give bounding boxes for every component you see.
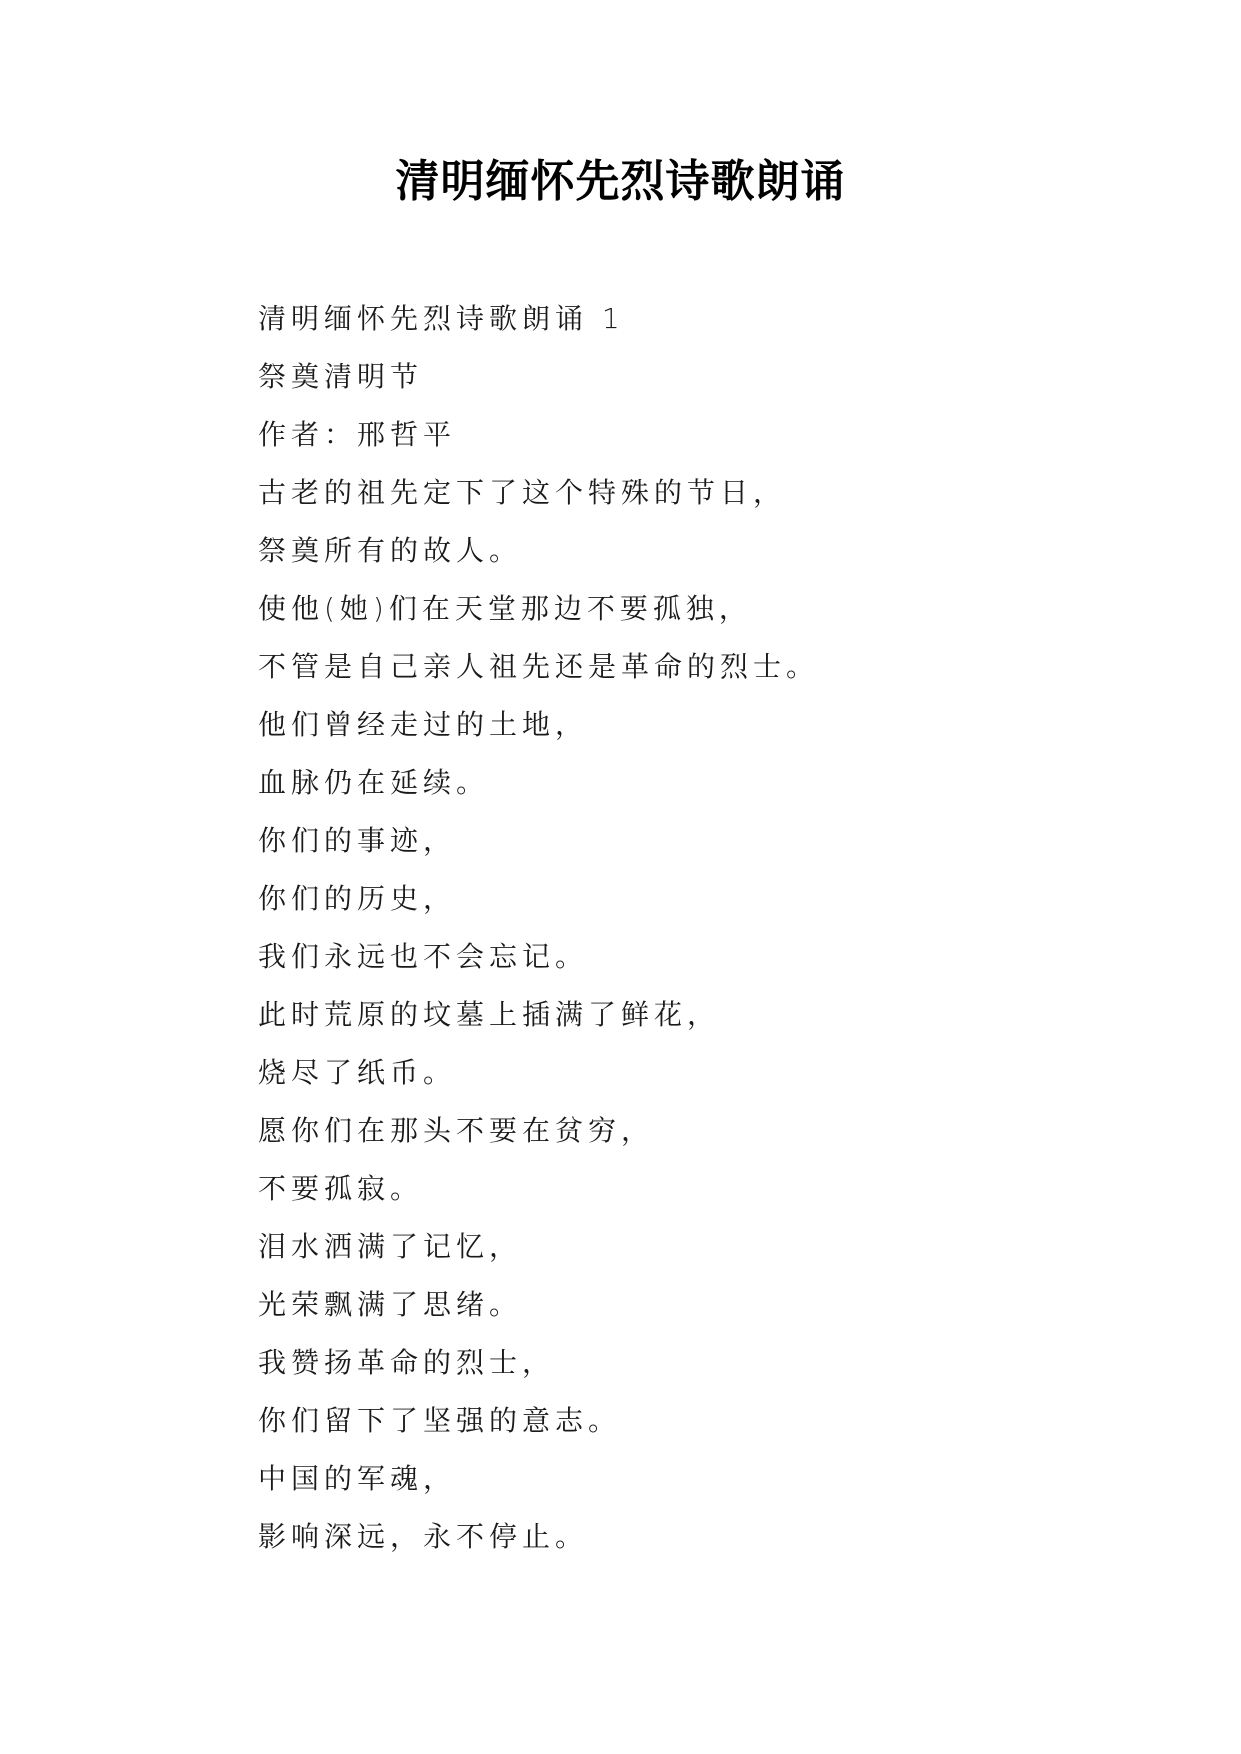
poem-title: 祭奠清明节: [258, 360, 424, 393]
poem-author: 作者：邢哲平: [258, 418, 457, 451]
poem-section-heading: 清明缅怀先烈诗歌朗诵 1: [258, 302, 625, 335]
poem-line: 愿你们在那头不要在贫穷，: [258, 1114, 655, 1147]
poem-line: 不要孤寂。: [258, 1172, 424, 1205]
poem-line: 泪水洒满了记忆，: [258, 1230, 523, 1263]
poem-line: 使他(她)们在天堂那边不要孤独，: [258, 592, 752, 625]
poem-line: 影响深远，永不停止。: [258, 1520, 589, 1553]
poem-line: 你们的事迹，: [258, 824, 457, 857]
poem-line: 光荣飘满了思绪。: [258, 1288, 523, 1321]
poem-line: 烧尽了纸币。: [258, 1056, 457, 1089]
poem-line: 不管是自己亲人祖先还是革命的烈士。: [258, 650, 820, 683]
poem-line: 他们曾经走过的土地，: [258, 708, 589, 741]
poem-body: [258, 290, 1018, 1566]
poem-line: 你们留下了坚强的意志。: [258, 1404, 622, 1437]
poem-line: 祭奠所有的故人。: [258, 534, 523, 567]
poem-line: 中国的军魂，: [258, 1462, 457, 1495]
poem-line: 古老的祖先定下了这个特殊的节日，: [258, 476, 787, 509]
poem-line: 你们的历史，: [258, 882, 457, 915]
poem-line: 我们永远也不会忘记。: [258, 940, 589, 973]
poem-line: 血脉仍在延续。: [258, 766, 490, 799]
poem-line: 此时荒原的坟墓上插满了鲜花，: [258, 998, 721, 1031]
document-title: 清明缅怀先烈诗歌朗诵: [395, 156, 846, 207]
poem-line: 我赞扬革命的烈士，: [258, 1346, 556, 1379]
